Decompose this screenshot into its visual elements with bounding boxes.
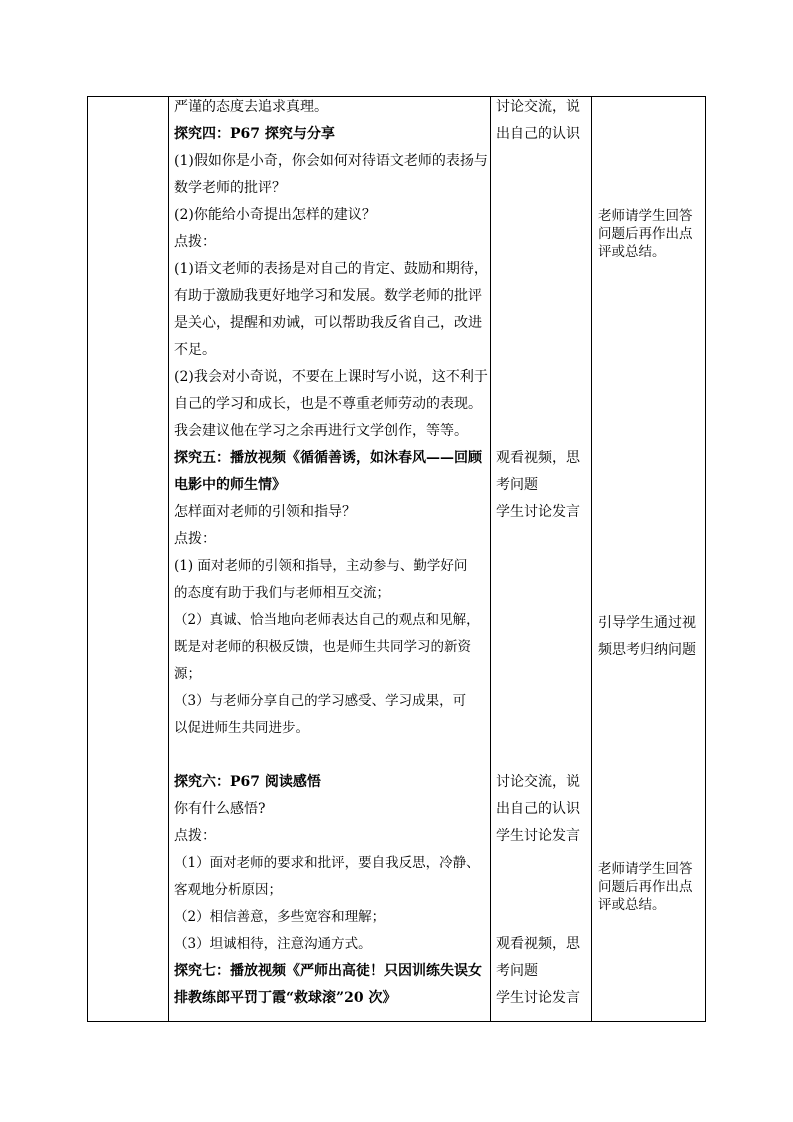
content-line: (1)语文老师的表扬是对自己的肯定、鼓励和期待， (174, 261, 488, 277)
content-line: 自己的学习和成长，也是不尊重老师劳动的表现。 (174, 396, 482, 412)
design-intent-column (598, 97, 704, 1021)
student-activity-line: 出自己的认识 (496, 126, 580, 142)
column-divider-3 (591, 97, 592, 1021)
student-activity-line: 出自己的认识 (496, 801, 580, 817)
design-intent-line: 引导学生通过视 (598, 615, 696, 631)
activity-heading-4: 探究四：P67 探究与分享 (174, 126, 335, 142)
content-line: （3）坦诚相待，注意沟通方式。 (174, 936, 372, 952)
activity-heading-5-cont: 电影中的师生情》 (174, 477, 286, 493)
content-line: 数学老师的批评？ (174, 180, 286, 196)
design-intent-line: 评或总结。 (598, 244, 666, 260)
design-intent-line: 老师请学生回答 (598, 208, 693, 224)
student-activity-line: 讨论交流，说 (496, 774, 580, 790)
student-activity-column (496, 97, 590, 1021)
activity-heading-6: 探究六：P67 阅读感悟 (174, 774, 321, 790)
content-line: 点拨： (174, 531, 216, 547)
content-line: 不足。 (174, 342, 216, 358)
design-intent-line: 问题后再作出点 (598, 879, 693, 895)
content-line: 既是对老师的积极反馈，也是师生共同学习的新资 (174, 639, 471, 655)
content-line: 严谨的态度去追求真理。 (174, 99, 328, 115)
content-line: (1)假如你是小奇，你会如何对待语文老师的表扬与 (174, 153, 488, 169)
content-line: (2)你能给小奇提出怎样的建议？ (174, 207, 376, 223)
content-line: 以促进师生共同进步。 (174, 720, 309, 736)
design-intent-line: 老师请学生回答 (598, 861, 693, 877)
content-line: 点拨： (174, 828, 216, 844)
activity-heading-7-cont: 排教练郎平罚丁霞“救球滚”20 次》 (174, 990, 397, 1006)
design-intent-line: 评或总结。 (598, 897, 666, 913)
content-line: 点拨： (174, 234, 216, 250)
stage-column (88, 97, 168, 1021)
column-divider-1 (168, 97, 169, 1021)
content-line: 源； (174, 666, 201, 682)
content-line: 怎样面对老师的引领和指导？ (174, 504, 356, 520)
student-activity-line: 考问题 (496, 477, 538, 493)
teaching-content-column (174, 97, 488, 1021)
content-line: 你有什么感悟? (174, 801, 266, 817)
student-activity-line: 考问题 (496, 963, 538, 979)
student-activity-line: 学生讨论发言 (496, 828, 580, 844)
content-line: （2）真诚、恰当地向老师表达自己的观点和见解， (174, 612, 480, 628)
content-line: (2)我会对小奇说，不要在上课时写小说，这不利于 (174, 369, 488, 385)
column-divider-2 (490, 97, 491, 1021)
content-line: 的态度有助于我们与老师相互交流； (174, 585, 390, 601)
student-activity-line: 观看视频，思 (496, 450, 580, 466)
student-activity-line: 学生讨论发言 (496, 990, 580, 1006)
content-line: （2）相信善意，多些宽容和理解； (174, 909, 386, 925)
lesson-plan-table (87, 96, 706, 1022)
content-line: 客观地分析原因； (174, 882, 282, 898)
content-line: (1) 面对老师的引领和指导，主动参与、勤学好问 (174, 558, 468, 574)
content-line: 是关心，提醒和劝诫，可以帮助我反省自己，改进 (174, 315, 482, 331)
content-line: （1）面对老师的要求和批评，要自我反思，冷静、 (174, 855, 480, 871)
content-line: 有助于激励我更好地学习和发展。数学老师的批评 (174, 288, 482, 304)
activity-heading-5: 探究五：播放视频《循循善诱，如沐春风——回顾 (174, 450, 482, 466)
content-line: 我会建议他在学习之余再进行文学创作，等等。 (174, 423, 468, 439)
design-intent-line: 问题后再作出点 (598, 226, 693, 242)
student-activity-line: 学生讨论发言 (496, 504, 580, 520)
activity-heading-7: 探究七：播放视频《严师出高徒！只因训练失误女 (174, 963, 482, 979)
student-activity-line: 观看视频，思 (496, 936, 580, 952)
content-line: （3）与老师分享自己的学习感受、学习成果，可 (174, 693, 467, 709)
student-activity-line: 讨论交流，说 (496, 99, 580, 115)
design-intent-line: 频思考归纳问题 (598, 642, 696, 658)
